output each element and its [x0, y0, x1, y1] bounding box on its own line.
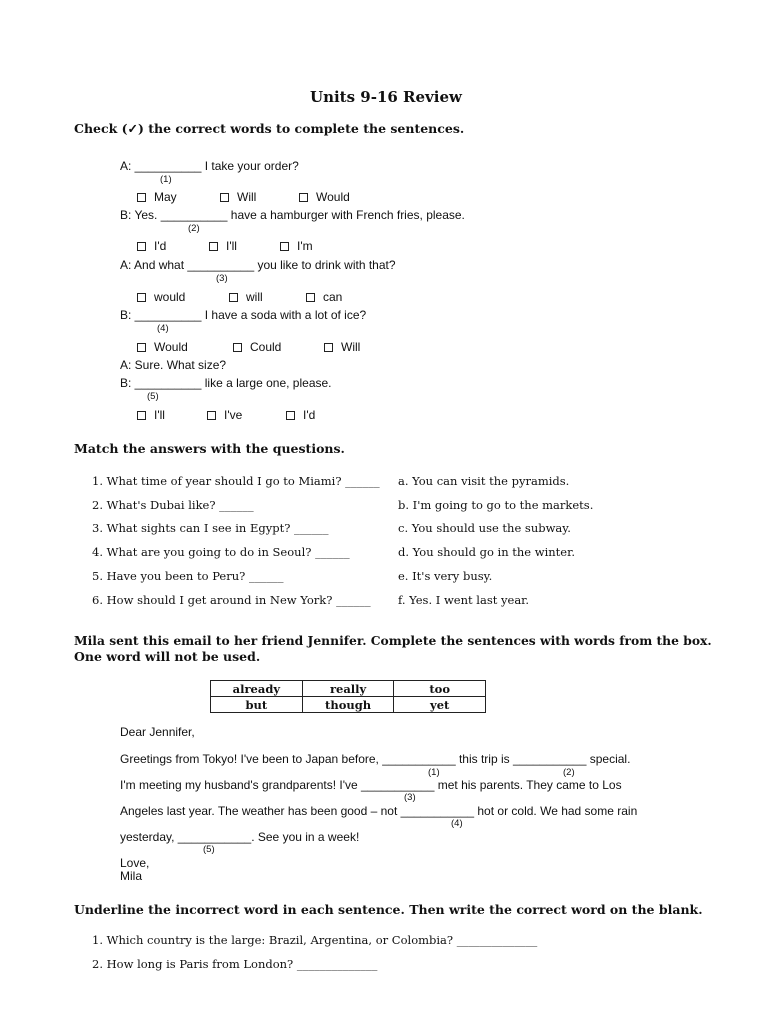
checkbox[interactable] [229, 293, 238, 302]
email-line-2: I'm meeting my husband's grandparents! I've ___________ met his parents. They came to Los [120, 778, 622, 792]
word-box-cell: yet [394, 697, 486, 713]
option-1-c[interactable]: Would [299, 190, 350, 204]
option-3-c[interactable]: can [306, 290, 342, 304]
word-box-cell: though [302, 697, 394, 713]
dialog-line-2: B: Yes. __________ have a hamburger with French fries, please. [120, 208, 465, 222]
question-5: 5. Have you been to Peru? ______ [92, 569, 284, 583]
dialog-line-5: A: Sure. What size? [120, 358, 227, 372]
word-box-cell: but [211, 697, 303, 713]
dialog-line-3: A: And what __________ you like to drink with that? [120, 258, 396, 272]
checkbox[interactable] [137, 411, 146, 420]
option-2-c[interactable]: I'm [280, 239, 313, 253]
option-4-c[interactable]: Will [324, 340, 360, 354]
word-box-cell: already [211, 681, 303, 697]
email-greeting: Dear Jennifer, [120, 725, 195, 739]
word-box-cell: really [302, 681, 394, 697]
answer-b: b. I'm going to go to the markets. [398, 498, 594, 512]
option-4-a[interactable]: Would [137, 340, 188, 354]
checkbox[interactable] [324, 343, 333, 352]
blank-number-1: (1) [160, 174, 172, 185]
answer-e: e. It's very busy. [398, 569, 493, 583]
answer-d: d. You should go in the winter. [398, 545, 575, 559]
option-5-c[interactable]: I'd [286, 408, 315, 422]
email-blank-number-1: (1) [428, 767, 440, 778]
blank-number-4: (4) [157, 323, 169, 334]
blank-number-3: (3) [216, 273, 228, 284]
answer-c: c. You should use the subway. [398, 521, 571, 535]
blank-number-5: (5) [147, 391, 159, 402]
question-6: 6. How should I get around in New York? ______ [92, 593, 371, 607]
section4-instruction: Underline the incorrect word in each sentence. Then write the correct word on the blank. [74, 902, 703, 917]
email-line-1: Greetings from Tokyo! I've been to Japan before, ___________ this trip is ___________ special. [120, 752, 631, 766]
email-blank-number-5: (5) [203, 844, 215, 855]
email-blank-number-4: (4) [451, 818, 463, 829]
section3-instruction-line2: One word will not be used. [74, 649, 261, 664]
checkbox[interactable] [207, 411, 216, 420]
option-3-a[interactable]: would [137, 290, 185, 304]
dialog-line-1: A: __________ I take your order? [120, 159, 299, 173]
option-2-b[interactable]: I'll [209, 239, 237, 253]
option-4-b[interactable]: Could [233, 340, 281, 354]
option-1-a[interactable]: May [137, 190, 177, 204]
email-closing: Love, [120, 856, 150, 870]
question-1: 1. What time of year should I go to Miami? ______ [92, 474, 380, 488]
email-signature: Mila [120, 869, 143, 883]
checkbox[interactable] [220, 193, 229, 202]
blank-number-2: (2) [188, 223, 200, 234]
option-5-a[interactable]: I'll [137, 408, 165, 422]
email-line-3: Angeles last year. The weather has been good – not ___________ hot or cold. We had some rain [120, 804, 638, 818]
option-1-b[interactable]: Will [220, 190, 256, 204]
checkbox[interactable] [137, 193, 146, 202]
checkbox[interactable] [286, 411, 295, 420]
question-4: 4. What are you going to do in Seoul? ______ [92, 545, 350, 559]
answer-f: f. Yes. I went last year. [398, 593, 530, 607]
section3-instruction-line1: Mila sent this email to her friend Jennifer. Complete the sentences with words from the box. [74, 633, 712, 648]
email-blank-number-3: (3) [404, 792, 416, 803]
question-3: 3. What sights can I see in Egypt? ______ [92, 521, 329, 535]
word-box [210, 680, 486, 713]
checkbox[interactable] [137, 343, 146, 352]
dialog-line-4: B: __________ I have a soda with a lot of ice? [120, 308, 367, 322]
correction-item-1: 1. Which country is the large: Brazil, Argentina, or Colombia? ______________ [92, 933, 538, 947]
option-2-a[interactable]: I'd [137, 239, 166, 253]
checkbox[interactable] [280, 242, 289, 251]
checkbox[interactable] [137, 242, 146, 251]
answer-a: a. You can visit the pyramids. [398, 474, 570, 488]
dialog-line-6: B: __________ like a large one, please. [120, 376, 332, 390]
correction-item-2: 2. How long is Paris from London? ______________ [92, 957, 378, 971]
question-2: 2. What's Dubai like? ______ [92, 498, 254, 512]
checkbox[interactable] [233, 343, 242, 352]
checkbox[interactable] [137, 293, 146, 302]
email-line-4: yesterday, ___________. See you in a week! [120, 830, 360, 844]
section2-instruction: Match the answers with the questions. [74, 441, 345, 456]
word-box-cell: too [394, 681, 486, 697]
section1-instruction: Check (✓) the correct words to complete the sentences. [74, 121, 465, 136]
option-3-b[interactable]: will [229, 290, 263, 304]
checkbox[interactable] [299, 193, 308, 202]
checkbox[interactable] [306, 293, 315, 302]
option-5-b[interactable]: I've [207, 408, 242, 422]
checkbox[interactable] [209, 242, 218, 251]
page-title: Units 9-16 Review [310, 88, 462, 106]
email-blank-number-2: (2) [563, 767, 575, 778]
